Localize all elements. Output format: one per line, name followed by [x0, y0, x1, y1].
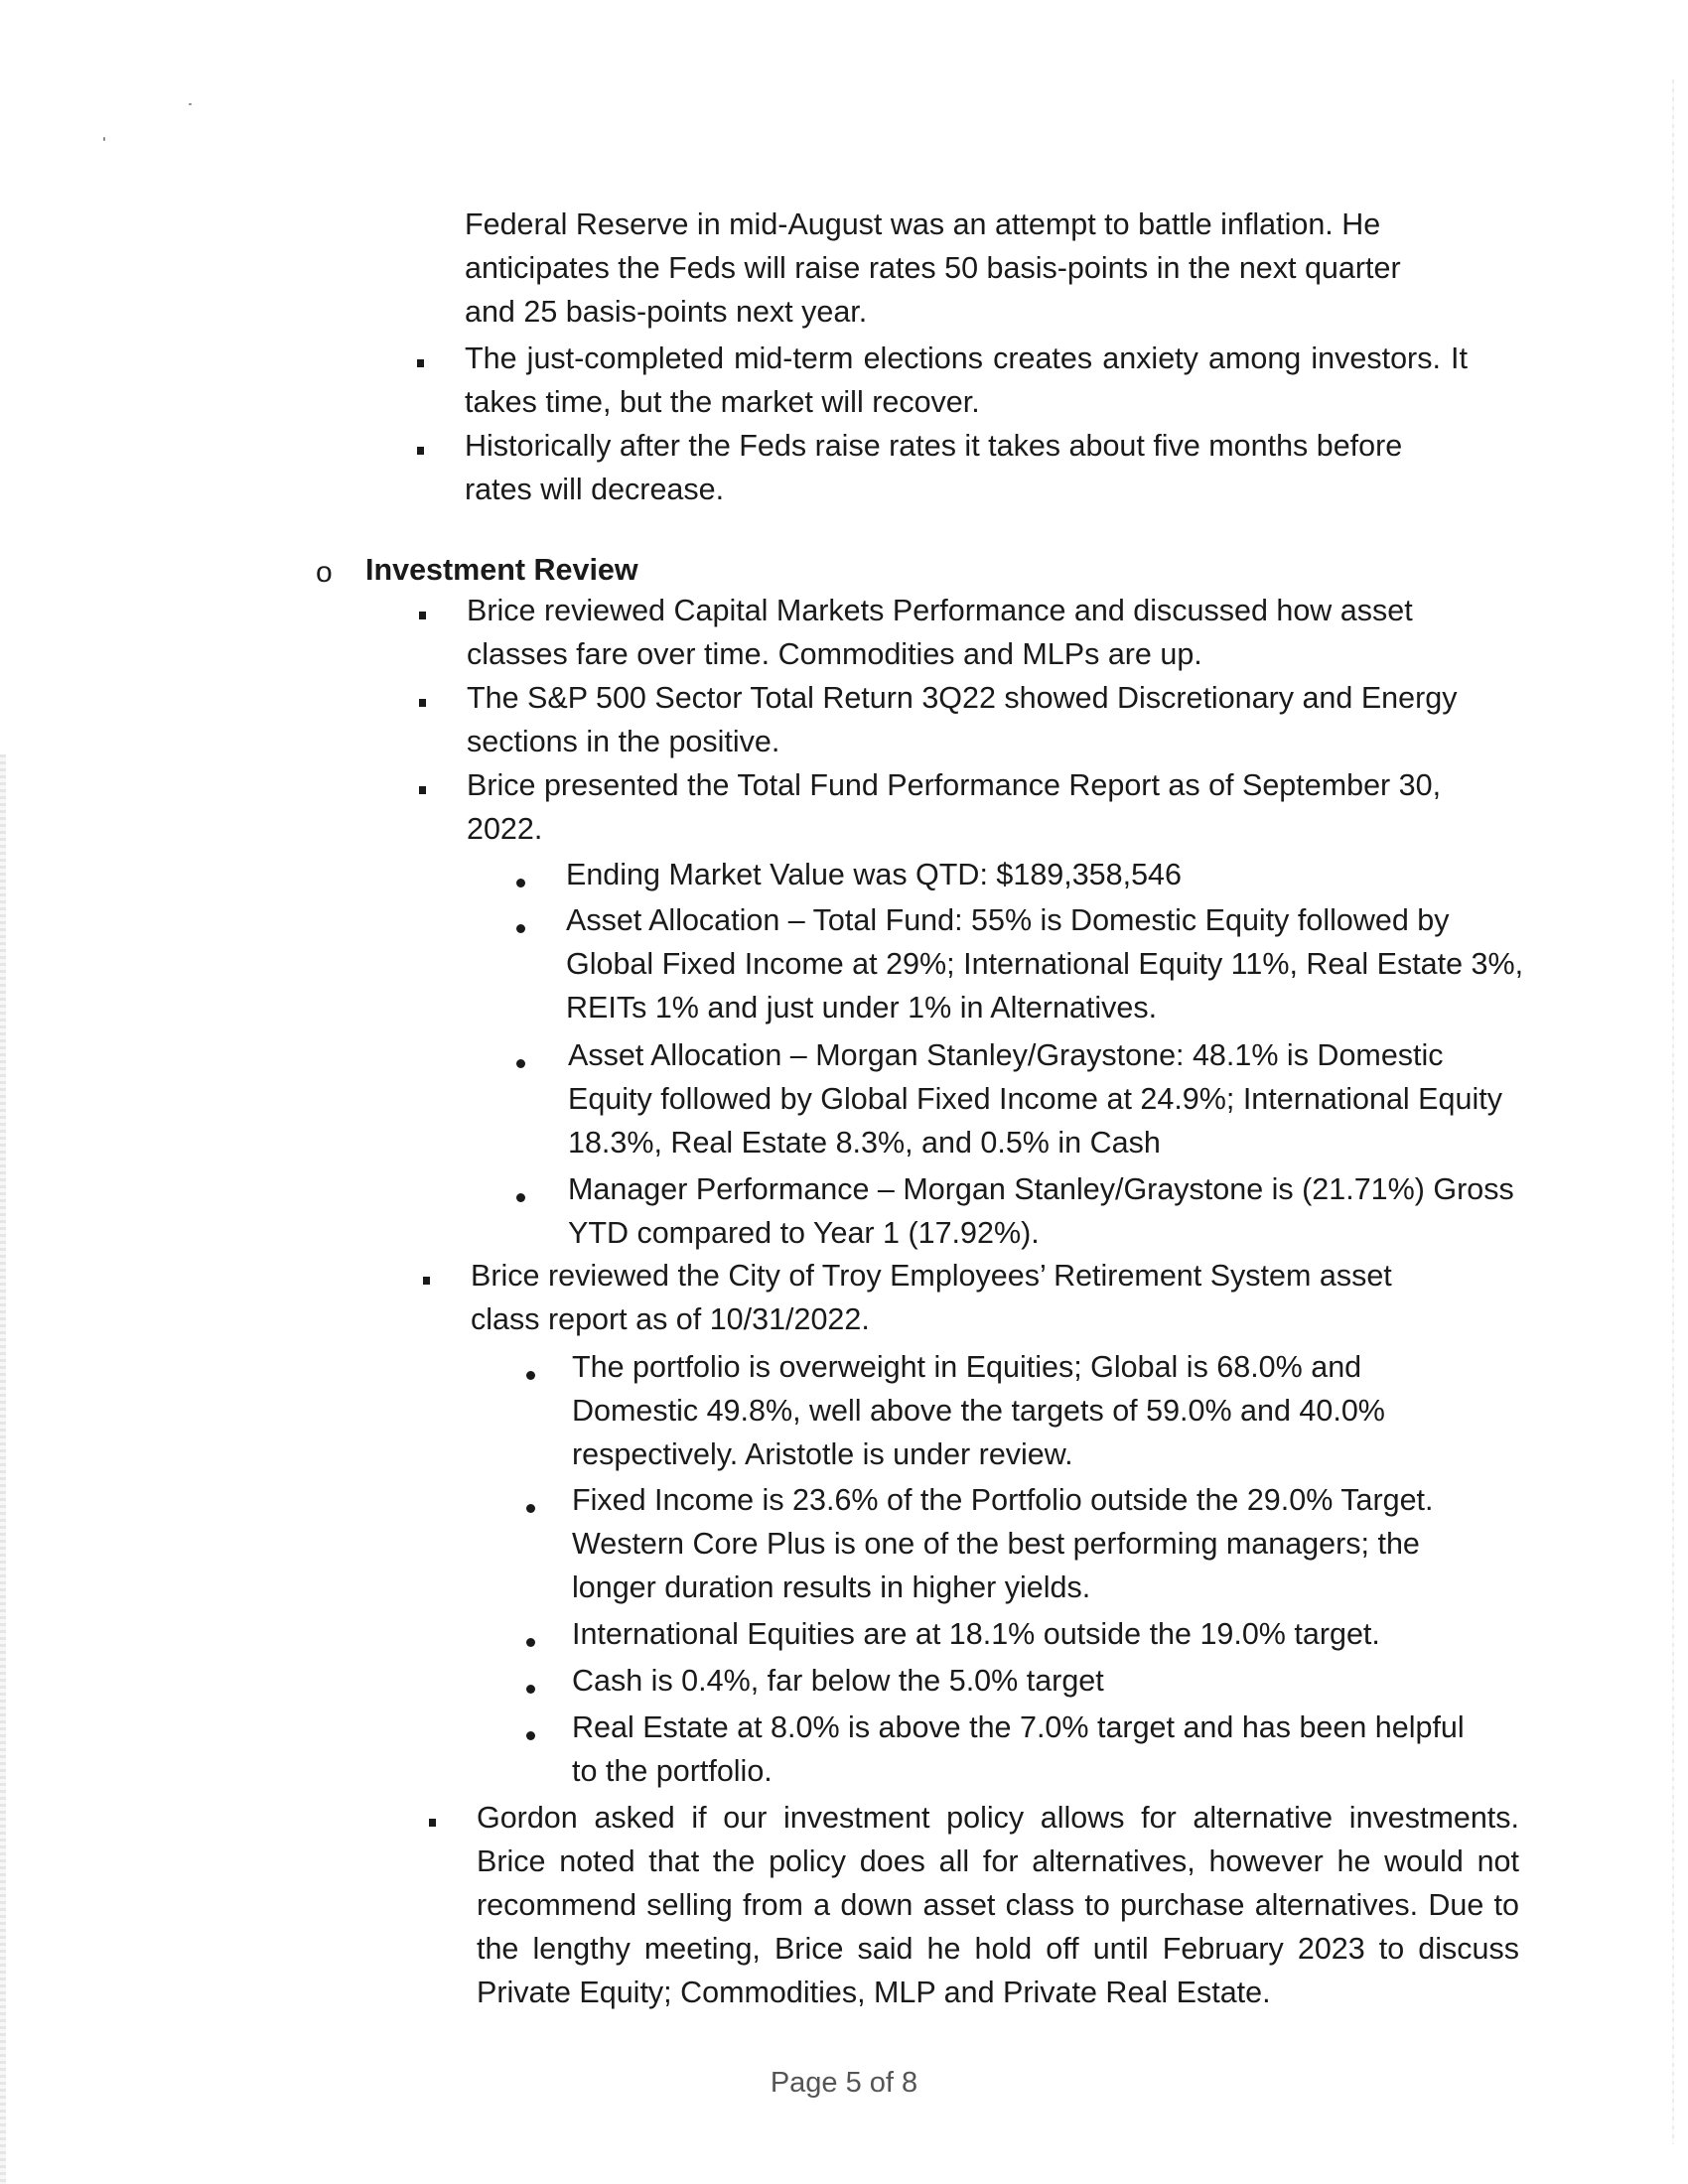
continuation-paragraph: Federal Reserve in mid-August was an attempt to battle inflation. He anticipates the Feds will raise rates 50 basis-points in the next quarter and 25 basis-points next year.: [465, 207, 1401, 329]
bullet-text: Real Estate at 8.0% is above the 7.0% target and has been helpful to the portfolio.: [572, 1710, 1465, 1788]
bullet-text: Brice reviewed the City of Troy Employees’ Retirement System asset class report as of 10/31/2022.: [471, 1259, 1392, 1336]
fund-item-ending-value: [566, 853, 1539, 896]
bullet-alternative-investments: [477, 1796, 1519, 2014]
scan-edge-left: [0, 754, 6, 2184]
dot-bullet-icon: [526, 1371, 535, 1380]
bullet-total-fund-report: [467, 763, 1460, 851]
square-bullet-icon: [419, 786, 426, 794]
bullet-text: Brice presented the Total Fund Performance Report as of September 30, 2022.: [467, 768, 1442, 846]
retirement-item-cash: [572, 1659, 1545, 1703]
bullet-text: Asset Allocation – Total Fund: 55% is Domestic Equity followed by Global Fixed Income at 29%; International Equity 11%, Real Estate 3%, REITs 1% and just under 1% in Alternatives.: [566, 903, 1524, 1024]
dot-bullet-icon: [516, 924, 525, 933]
retirement-item-equities: [572, 1345, 1485, 1476]
bullet-text: International Equities are at 18.1% outside the 19.0% target.: [572, 1617, 1380, 1651]
fund-item-allocation-total: [566, 898, 1539, 1029]
section-title: Investment Review: [365, 553, 638, 587]
bullet-text: The just-completed mid-term elections creates anxiety among investors. It takes time, but the market will recover.: [465, 341, 1468, 419]
square-bullet-icon: [417, 447, 424, 455]
dot-bullet-icon: [516, 1059, 525, 1068]
dot-bullet-icon: [526, 1638, 535, 1647]
bullet-text: Cash is 0.4%, far below the 5.0% target: [572, 1664, 1104, 1698]
dot-bullet-icon: [516, 1193, 525, 1202]
retirement-item-fixed-income: [572, 1478, 1466, 1609]
bullet-text: Asset Allocation – Morgan Stanley/Graystone: 48.1% is Domestic Equity followed by Global Fixed Income at 24.9%; International Equity 18.3%, Real Estate 8.3%, and 0.5% in Cash: [568, 1038, 1502, 1160]
retirement-item-real-estate: [572, 1706, 1485, 1793]
square-bullet-icon: [419, 699, 426, 707]
bullet-text: Brice reviewed Capital Markets Performance and discussed how asset classes fare over time. Commodities and MLPs are up.: [467, 594, 1413, 671]
scan-edge-right: [1672, 79, 1674, 2144]
fund-item-allocation-graystone: [568, 1033, 1521, 1164]
bullet-historical-rates: [465, 424, 1468, 511]
dot-bullet-icon: [526, 1685, 535, 1694]
bullet-text: Fixed Income is 23.6% of the Portfolio outside the 29.0% Target. Western Core Plus is one of the best performing managers; the longer duration results in higher yields.: [572, 1483, 1434, 1604]
bullet-text: The S&P 500 Sector Total Return 3Q22 showed Discretionary and Energy sections in the positive.: [467, 681, 1458, 758]
page-number: Page 5 of 8: [770, 2067, 918, 2099]
retirement-item-international: [572, 1612, 1545, 1656]
bullet-retirement-system: [471, 1254, 1464, 1341]
dot-bullet-icon: [526, 1504, 535, 1513]
dot-bullet-icon: [516, 879, 525, 887]
bullet-capital-markets: [467, 589, 1460, 676]
dot-bullet-icon: [526, 1731, 535, 1740]
bullet-sp500-sector: [467, 676, 1460, 763]
scan-speck: [103, 137, 105, 141]
square-bullet-icon: [419, 612, 426, 619]
scan-speck: [189, 103, 192, 105]
fund-item-manager-performance: [568, 1167, 1521, 1255]
square-bullet-icon: [417, 359, 424, 367]
bullet-text: Manager Performance – Morgan Stanley/Graystone is (21.71%) Gross YTD compared to Year 1 (17.92%).: [568, 1172, 1514, 1250]
bullet-text: The portfolio is overweight in Equities; Global is 68.0% and Domestic 49.8%, well above the targets of 59.0% and 40.0% respectively. Aristotle is under review.: [572, 1350, 1385, 1471]
square-bullet-icon: [429, 1819, 436, 1827]
bullet-text: Gordon asked if our investment policy allows for alternative investments. Brice noted that the policy does all for alternatives, however he would not recommend selling from a down asset class to purchase alternatives. Due to the lengthy meeting, Brice said he hold off until February 2023 to discuss Private Equity; Commodities, MLP and Private Real Estate.: [477, 1801, 1519, 2009]
circle-bullet-icon: o: [316, 556, 333, 589]
bullet-midterm-elections: [465, 337, 1468, 424]
bullet-text: Ending Market Value was QTD: $189,358,546: [566, 858, 1182, 891]
square-bullet-icon: [423, 1277, 430, 1285]
bullet-text: Historically after the Feds raise rates it takes about five months before rates will decrease.: [465, 429, 1403, 506]
